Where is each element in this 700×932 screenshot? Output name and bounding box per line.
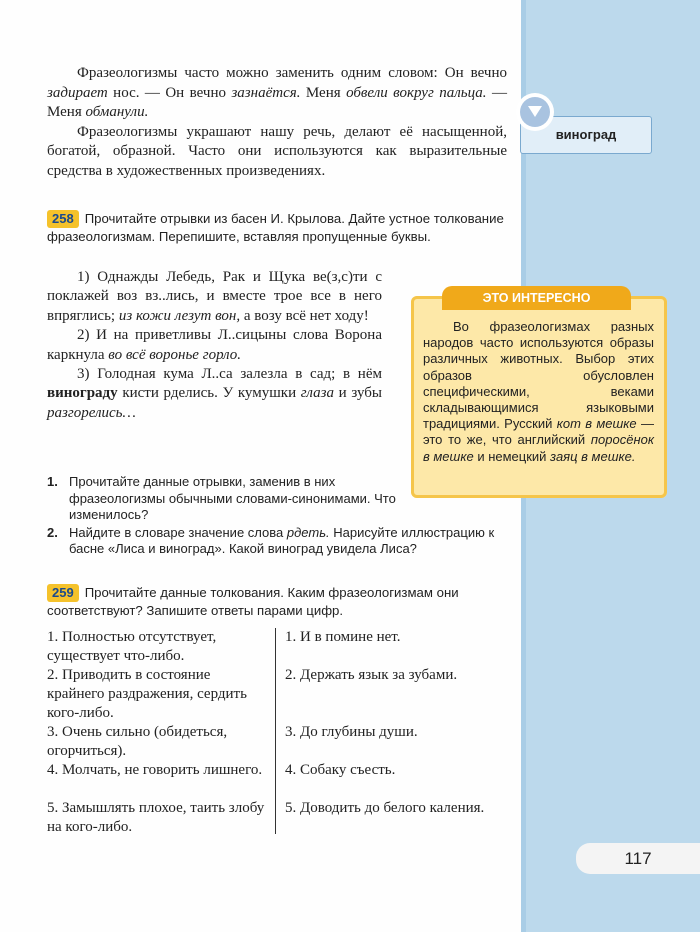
phraseologism-item: 2. Держать язык за зубами. [285,667,458,683]
intro-paragraph-2: Фразеологизмы украшают нашу речь, делают её насыщенной, богатой, образной. Часто они используются как выразительные средства в художественных произведениях. [47,123,507,179]
interesting-fact-title: ЭТО ИНТЕРЕСНО [442,286,631,310]
exercise-259-number: 259 [47,584,79,602]
question-2: 2. Найдите в словаре значение слова рдеть. Нарисуйте иллюстрацию к басне «Лиса и виноград». Какой виноград увидела Лиса? [47,524,495,556]
definition-item: 2. Приводить в состояние крайнего раздражения, сердить кого-либо. [47,667,247,721]
table-divider [275,628,276,834]
definition-item: 3. Очень сильно (обидеться, огорчиться). [47,724,228,759]
fable-2: 2) И на приветливы Л..сицыны слова Ворона каркнула во всё воронье горло. [47,327,382,363]
phraseologism-item: 5. Доводить до белого каления. [285,800,485,816]
fable-3: 3) Голодная кума Л..са залезла в сад; в нём винограду кисти рделись. У кумушки глаза и зубы разгорелись… [47,366,382,421]
definition-item: 5. Замышлять плохое, таить злобу на кого-либо. [47,800,265,835]
fable-1: 1) Однажды Лебедь, Рак и Щука ве(з,с)ти с поклажей воз вз..лись, и вместе трое все в него впряглись; из кожи лезут вон, а возу всё нет ходу! [47,269,382,324]
question-1: 1. Прочитайте данные отрывки, заменив в них фразеологизмы обычными словами-синонимами. Что изменилось? [47,474,396,522]
phraseologism-item: 3. До глубины души. [285,724,418,740]
triangle-down-icon [528,106,542,117]
phraseologism-item: 4. Собаку съесть. [285,762,396,778]
definition-item: 1. Полностью отсутствует, существует что-либо. [47,629,217,664]
interesting-fact-text: Во фразеологизмах разных народов часто используются образы различных животных. Выбор этих образов обусловлен специфическими, веками складывающимися языковыми традициями. Русский кот в мешке — это то же, что английский поросёнок в мешке и немецкий заяц в мешке. [423,319,654,464]
dictionary-word: виноград [555,127,617,142]
intro-text [47,64,507,181]
exercise-259-text: Прочитайте данные толкования. Каким фразеологизмам они соответствуют? Запишите ответы парами цифр. [47,585,459,618]
page-number: 117 [576,843,700,874]
intro-paragraph-1: Фразеологизмы часто можно заменить одним словом: Он вечно задирает нос. — Он вечно зазнаётся. Меня обвели вокруг пальца. — Меня обманули. [47,65,507,120]
exercise-259-task [47,584,507,619]
exercise-258-task [47,210,507,245]
exercise-258-number: 258 [47,210,79,228]
definition-item: 4. Молчать, не говорить лишнего. [47,762,263,778]
exercise-258-text: Прочитайте отрывки из басен И. Крылова. Дайте устное толкование фразеологизмам. Перепишите, вставляя пропущенные буквы. [47,211,504,244]
phraseologism-item: 1. И в помине нет. [285,629,401,645]
fable-excerpts [47,268,382,423]
